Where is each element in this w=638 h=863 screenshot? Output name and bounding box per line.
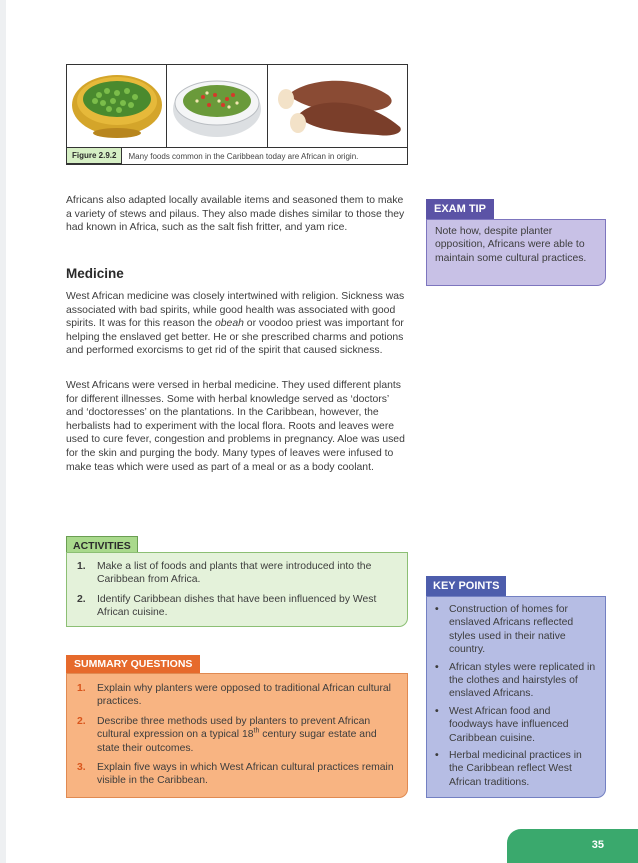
question-number: 1. (77, 683, 86, 694)
figure-label: Figure 2.9.2 (67, 148, 122, 164)
question-text-part-a: Describe three methods used by planters to prevent African cultural expression on a typical 18 (97, 715, 371, 741)
summary-question (77, 715, 399, 755)
key-point-text: Construction of homes for enslaved Africans reflected styles used in their native country. (449, 604, 574, 656)
figure-caption-row (66, 148, 408, 165)
question-number: 2. (77, 715, 86, 727)
figure-caption: Many foods common in the Caribbean today are African in origin. (128, 151, 359, 161)
paragraph-medicine-text-b: or voodoo priest was important for helping the enslaved get better. He or she prescribed charms and potions and performed exorcisms to get rid of the spirit that caused sickness. (66, 318, 404, 357)
key-point-text: West African food and foodways have influenced Caribbean cuisine. (449, 705, 569, 744)
key-point-item (435, 749, 597, 789)
question-text (97, 715, 399, 755)
obeah-term: obeah (215, 318, 244, 330)
activity-number: 2. (77, 593, 86, 605)
exam-tip-box (426, 219, 606, 286)
key-point-item (435, 661, 597, 701)
activities-label: ACTIVITIES (66, 536, 138, 554)
exam-tip-label: EXAM TIP (426, 199, 494, 219)
bullet-icon: • (435, 604, 439, 615)
bowl-of-rice-and-peas-image (167, 65, 268, 147)
activity-item (77, 593, 399, 620)
question-superscript: th (253, 727, 260, 735)
activity-text: Identify Caribbean dishes that have been influenced by West African cuisine. (97, 593, 377, 619)
key-point-item (435, 603, 597, 657)
summary-question (77, 761, 399, 788)
paragraph-herbal-medicine: West Africans were versed in herbal medicine. They used different plants for different illnesses. Some with herbal knowledge served as ‘doctors’ and ‘doctoresses’ on the plantations. In the Caribbean, however, the herbalists had to experiment with the local flora. Roots and leaves were used to cure fever, congestion and problems in pregnancy. Aloe was used for the skin and purging the body. Many types of leaves were infused to make teas which were used as part of a meal or as a body coolant. (66, 380, 405, 473)
page-number-tab (507, 829, 638, 863)
summary-questions-box (66, 673, 408, 798)
summary-question (77, 682, 399, 709)
question-number: 3. (77, 762, 86, 774)
bullet-icon: • (435, 705, 439, 717)
key-points-box (426, 596, 606, 798)
page-number: 35 (591, 839, 604, 851)
question-text: Explain five ways in which West African cultural practices remain visible in the Caribbean. (97, 762, 394, 787)
activity-text: Make a list of foods and plants that were introduced into the Caribbean from Africa. (97, 561, 372, 586)
question-text: Explain why planters were opposed to traditional African cultural practices. (97, 683, 391, 708)
question-text-part-b: century sugar estate and state their outcomes. (97, 729, 377, 754)
summary-questions-label: SUMMARY QUESTIONS (66, 655, 200, 674)
activity-item (77, 560, 399, 587)
key-point-text: African styles were replicated in the clothes and hairstyles of enslaved Africans. (449, 661, 596, 700)
key-point-text: Herbal medicinal practices in the Caribbean reflect West African traditions. (449, 750, 582, 788)
yams-image (268, 65, 407, 147)
key-points-label: KEY POINTS (426, 576, 506, 596)
bowl-of-peas-image (67, 65, 167, 147)
page-edge (0, 0, 6, 863)
exam-tip-text: Note how, despite planter opposition, Africans were able to maintain some cultural practices. (435, 226, 587, 264)
key-point-item (435, 705, 597, 745)
paragraph-medicine-religion (66, 290, 408, 358)
bullet-icon: • (435, 661, 439, 673)
figure-image-strip (66, 64, 408, 148)
paragraph-stews-and-pilaus: Africans also adapted locally available items and seasoned them to make a variety of stews and pilaus. They also made dishes similar to those they had known in Africa, such as the salt fish fritter, and yam rice. (66, 195, 405, 234)
paragraph-medicine-text-a: West African medicine was closely intertwined with religion. Sickness was associated with bad spirits, while good health was associated with good spirits. It was for this reason the (66, 291, 405, 330)
activities-box (66, 552, 408, 627)
medicine-heading: Medicine (66, 266, 124, 281)
activity-number: 1. (77, 561, 86, 572)
bullet-icon: • (435, 750, 439, 762)
